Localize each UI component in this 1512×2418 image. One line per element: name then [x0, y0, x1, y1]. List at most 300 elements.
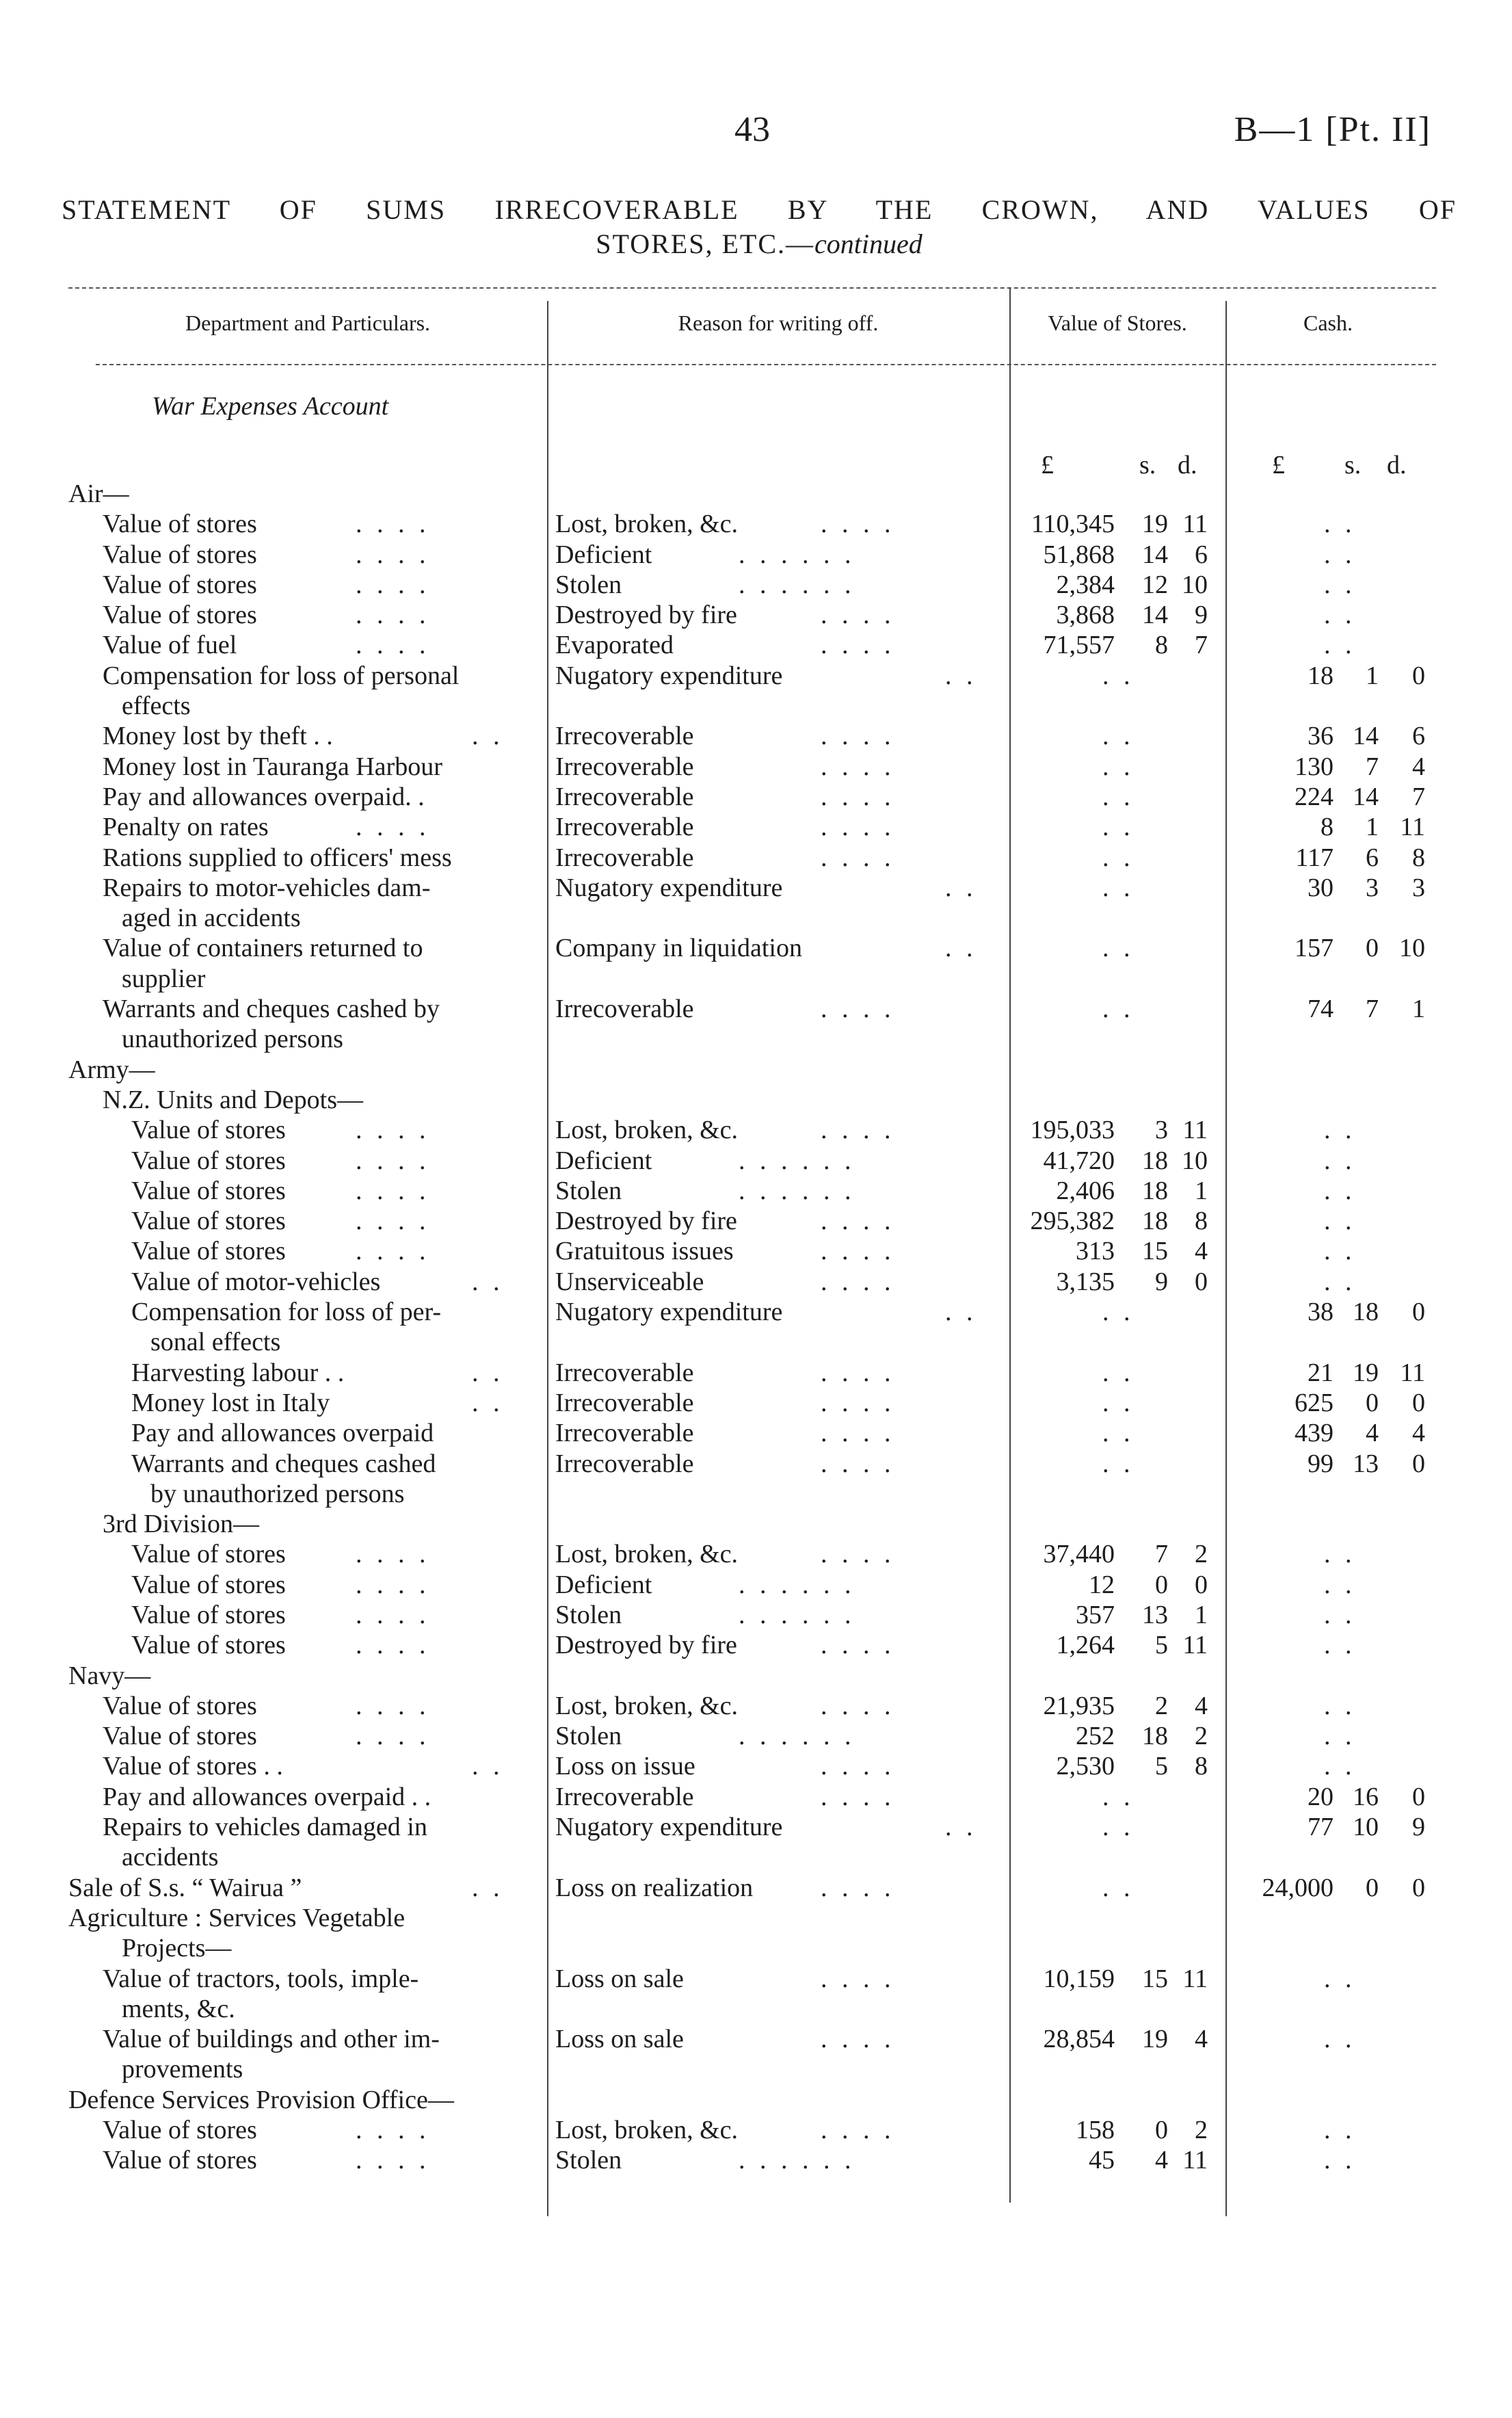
cash-nil: . . [1324, 601, 1356, 630]
particulars-text: Value of stores [103, 1722, 257, 1751]
reason-text: Irrecoverable [555, 995, 694, 1024]
table-row [0, 1509, 1512, 1539]
particulars-text: Compensation for loss of personal [103, 661, 460, 690]
stores-pounds: 10,159 [1043, 1964, 1115, 1993]
cash-pence: 0 [1412, 1782, 1425, 1811]
cash-pence: 11 [1400, 1358, 1425, 1387]
cash-shillings: 0 [1366, 1873, 1379, 1902]
reason-leader: . . . . [821, 1782, 895, 1811]
reason-text: Irrecoverable [555, 1388, 694, 1417]
stores-pence: 2 [1195, 2116, 1208, 2145]
table-top-rule [68, 287, 1436, 289]
stores-pence: 10 [1182, 1146, 1208, 1175]
stores-pounds: 28,854 [1043, 2025, 1115, 2054]
particulars-leader: . . [472, 1388, 504, 1417]
reason-text: Gratuitous issues [555, 1237, 734, 1266]
stores-pounds: 357 [1076, 1600, 1115, 1629]
stores-pounds: 21,935 [1043, 1691, 1115, 1720]
stores-pounds: 41,720 [1043, 1146, 1115, 1175]
stores-nil: . . [1102, 843, 1135, 872]
stores-pence: 11 [1182, 2146, 1208, 2175]
reason-text: Irrecoverable [555, 843, 694, 872]
cash-pounds: 24,000 [1262, 1873, 1334, 1902]
particulars-text: Projects— [122, 1934, 232, 1963]
reason-leader: . . . . . . [739, 1722, 856, 1751]
stores-nil: . . [1102, 813, 1135, 842]
table-row [0, 721, 1512, 751]
reason-text: Irrecoverable [555, 1358, 694, 1387]
reason-leader: . . . . [821, 510, 895, 539]
stores-shillings: 18 [1142, 1146, 1168, 1175]
stores-pounds: 2,406 [1056, 1176, 1115, 1205]
particulars-text: Money lost by theft . . [103, 722, 333, 751]
reason-text: Nugatory expenditure [555, 1298, 783, 1327]
reason-leader: . . . . [821, 995, 895, 1024]
cash-pound-label: £ [1272, 451, 1285, 479]
particulars-text: Value of containers returned to [103, 934, 423, 963]
stores-pounds: 158 [1076, 2116, 1115, 2145]
cash-shillings: 14 [1353, 722, 1379, 751]
stores-shillings: 18 [1142, 1722, 1168, 1751]
reason-leader: . . . . . . [739, 570, 856, 599]
reason-text: Irrecoverable [555, 1782, 694, 1811]
stores-pound-label: £ [1041, 451, 1054, 479]
reason-leader: . . . . [821, 1267, 895, 1296]
table-row [0, 1630, 1512, 1660]
table-row [0, 570, 1512, 600]
stores-pounds: 110,345 [1031, 510, 1115, 539]
title-line-1: STATEMENT OF SUMS IRRECOVERABLE BY THE CROWN, AND VALUES OF [62, 194, 1457, 225]
particulars-text: aged in accidents [122, 904, 301, 933]
particulars-text: Harvesting labour . . [131, 1358, 345, 1387]
table-row [0, 1782, 1512, 1812]
particulars-leader: . . . . [356, 1691, 430, 1720]
cash-pounds: 77 [1308, 1813, 1334, 1842]
statement-table [0, 479, 1512, 2176]
reason-text: Deficient [555, 1146, 652, 1175]
particulars-text: Pay and allowances overpaid. . [103, 782, 425, 811]
particulars-text: sonal effects [150, 1328, 281, 1357]
stores-shillings: 15 [1142, 1964, 1168, 1993]
table-row [0, 1267, 1512, 1297]
reason-leader: . . . . . . [739, 2146, 856, 2175]
cash-nil: . . [1324, 1146, 1356, 1175]
table-row [0, 2085, 1512, 2115]
reason-text: Irrecoverable [555, 782, 694, 811]
cash-pounds: 625 [1295, 1388, 1334, 1417]
particulars-text: Value of motor-vehicles [131, 1267, 381, 1296]
table-row [0, 1085, 1512, 1115]
stores-nil: . . [1102, 995, 1135, 1024]
cash-shillings: 13 [1353, 1449, 1379, 1478]
stores-pence: 0 [1195, 1267, 1208, 1296]
column-header-stores: Value of Stores. [1048, 311, 1187, 335]
particulars-leader: . . . . [356, 1600, 430, 1629]
reason-text: Unserviceable [555, 1267, 704, 1296]
particulars-leader: . . . . [356, 1207, 430, 1236]
particulars-text: Air— [68, 479, 129, 508]
cash-nil: . . [1324, 1752, 1356, 1781]
particulars-text: accidents [122, 1843, 219, 1872]
cash-nil: . . [1324, 2025, 1356, 2054]
particulars-leader: . . [472, 1358, 504, 1387]
reason-text: Irrecoverable [555, 722, 694, 751]
particulars-text: Value of stores [103, 2116, 257, 2145]
particulars-text: N.Z. Units and Depots— [103, 1085, 364, 1114]
cash-nil: . . [1324, 2116, 1356, 2145]
stores-shillings: 3 [1155, 1116, 1168, 1145]
particulars-leader: . . . . [356, 2146, 430, 2175]
stores-pounds: 3,135 [1056, 1267, 1115, 1296]
particulars-text: supplier [122, 964, 206, 993]
table-row [0, 1449, 1512, 1479]
stores-shillings: 4 [1155, 2146, 1168, 2175]
particulars-text: Sale of S.s. “ Wairua ” [68, 1873, 302, 1902]
particulars-text: Agriculture : Services Vegetable [68, 1903, 406, 1932]
cash-pence: 9 [1412, 1813, 1425, 1842]
table-row [0, 1297, 1512, 1327]
reason-text: Irrecoverable [555, 1449, 694, 1478]
stores-pence: 11 [1182, 1964, 1208, 1993]
reason-text: Stolen [555, 1176, 622, 1205]
stores-nil: . . [1102, 1813, 1135, 1842]
cash-pence: 0 [1412, 1449, 1425, 1478]
cash-pence: 0 [1412, 1388, 1425, 1417]
stores-shillings: 9 [1155, 1267, 1168, 1296]
cash-pounds: 30 [1308, 873, 1334, 902]
stores-pence: 2 [1195, 1540, 1208, 1569]
reason-text: Loss on sale [555, 2025, 684, 2054]
stores-pence: 11 [1182, 1116, 1208, 1145]
particulars-leader: . . . . [356, 1237, 430, 1266]
cash-shillings: 4 [1366, 1419, 1379, 1448]
cash-pence: 0 [1412, 661, 1425, 690]
stores-nil: . . [1102, 782, 1135, 811]
cash-pence: 0 [1412, 1298, 1425, 1327]
reason-leader: . . . . [821, 1449, 895, 1478]
table-row [0, 691, 1512, 721]
document-reference: B—1 [Pt. II] [1234, 110, 1431, 149]
stores-pounds: 313 [1076, 1237, 1115, 1266]
table-row [0, 1479, 1512, 1509]
reason-text: Company in liquidation [555, 934, 802, 963]
stores-shillings: 2 [1155, 1691, 1168, 1720]
reason-leader: . . [945, 934, 977, 963]
particulars-text: Warrants and cheques cashed [131, 1449, 436, 1478]
stores-shillings: 8 [1155, 631, 1168, 660]
cash-pounds: 8 [1321, 813, 1334, 842]
reason-text: Deficient [555, 540, 652, 569]
reason-leader: . . [945, 1298, 977, 1327]
stores-nil: . . [1102, 1358, 1135, 1387]
stores-pounds: 51,868 [1043, 540, 1115, 569]
particulars-leader: . . . . [356, 1146, 430, 1175]
reason-leader: . . . . [821, 843, 895, 872]
particulars-leader: . . . . [356, 1116, 430, 1145]
particulars-text: Value of stores [131, 1570, 286, 1599]
stores-pence: 11 [1182, 510, 1208, 539]
table-row [0, 1176, 1512, 1206]
cash-nil: . . [1324, 1207, 1356, 1236]
particulars-text: Warrants and cheques cashed by [103, 995, 440, 1024]
reason-text: Lost, broken, &c. [555, 2116, 739, 2145]
stores-pence: 9 [1195, 601, 1208, 630]
stores-pounds: 1,264 [1056, 1631, 1115, 1660]
stores-nil: . . [1102, 934, 1135, 963]
reason-text: Irrecoverable [555, 752, 694, 781]
reason-leader: . . . . [821, 1873, 895, 1902]
table-row [0, 509, 1512, 539]
table-row [0, 1964, 1512, 1994]
particulars-leader: . . . . [356, 1540, 430, 1569]
table-row [0, 1842, 1512, 1872]
particulars-text: Value of stores [103, 1691, 257, 1720]
cash-pence: 4 [1412, 1419, 1425, 1448]
table-row [0, 994, 1512, 1024]
stores-nil: . . [1102, 1873, 1135, 1902]
stores-pence: 1 [1195, 1176, 1208, 1205]
cash-pounds: 439 [1295, 1419, 1334, 1448]
table-row [0, 1903, 1512, 1933]
particulars-text: Value of stores [131, 1146, 286, 1175]
table-row [0, 933, 1512, 963]
reason-leader: . . . . [821, 1631, 895, 1660]
header-bottom-rule [96, 364, 1436, 365]
section-title: War Expenses Account [152, 392, 389, 421]
title-line-2 [62, 227, 1457, 261]
stores-pounds: 37,440 [1043, 1540, 1115, 1569]
particulars-text: Value of stores [103, 510, 257, 539]
table-row [0, 1721, 1512, 1751]
stores-nil: . . [1102, 1782, 1135, 1811]
table-row [0, 1570, 1512, 1600]
table-row [0, 1146, 1512, 1176]
stores-shillings: 5 [1155, 1631, 1168, 1660]
reason-text: Irrecoverable [555, 813, 694, 842]
stores-shilling-label: s. [1139, 451, 1156, 479]
particulars-leader: . . . . [356, 1722, 430, 1751]
reason-leader: . . . . [821, 1691, 895, 1720]
particulars-text: Money lost in Tauranga Harbour [103, 752, 442, 781]
cash-shillings: 18 [1353, 1298, 1379, 1327]
stores-nil: . . [1102, 752, 1135, 781]
stores-nil: . . [1102, 873, 1135, 902]
cash-nil: . . [1324, 570, 1356, 599]
cash-pence: 6 [1412, 722, 1425, 751]
particulars-text: Value of stores [131, 1600, 286, 1629]
stores-pounds: 3,868 [1056, 601, 1115, 630]
particulars-leader: . . . . [356, 570, 430, 599]
table-row [0, 1115, 1512, 1145]
reason-leader: . . . . [821, 1358, 895, 1387]
stores-pence: 7 [1195, 631, 1208, 660]
cash-nil: . . [1324, 1540, 1356, 1569]
particulars-leader: . . [472, 1752, 504, 1781]
cash-pence-label: d. [1387, 451, 1407, 479]
particulars-text: Value of stores [103, 2146, 257, 2175]
particulars-leader: . . . . [356, 2116, 430, 2145]
cash-nil: . . [1324, 1176, 1356, 1205]
reason-leader: . . . . [821, 1207, 895, 1236]
table-row [0, 1873, 1512, 1903]
particulars-text: Value of tractors, tools, imple- [103, 1964, 419, 1993]
reason-text: Lost, broken, &c. [555, 1116, 739, 1145]
reason-leader: . . . . [821, 782, 895, 811]
table-row [0, 782, 1512, 812]
reason-text: Nugatory expenditure [555, 1813, 783, 1842]
cash-nil: . . [1324, 2146, 1356, 2175]
reason-leader: . . . . [821, 722, 895, 751]
cash-nil: . . [1324, 510, 1356, 539]
stores-pounds: 12 [1089, 1570, 1115, 1599]
table-row [0, 1206, 1512, 1236]
stores-pounds: 2,530 [1056, 1752, 1115, 1781]
cash-pounds: 130 [1295, 752, 1334, 781]
stores-pence: 4 [1195, 2025, 1208, 2054]
reason-leader: . . . . [821, 2025, 895, 2054]
table-row [0, 1358, 1512, 1388]
stores-nil: . . [1102, 1388, 1135, 1417]
table-row [0, 540, 1512, 570]
particulars-leader: . . . . [356, 540, 430, 569]
column-header-reason: Reason for writing off. [678, 311, 879, 335]
reason-text: Lost, broken, &c. [555, 1540, 739, 1569]
stores-nil: . . [1102, 661, 1135, 690]
reason-leader: . . . . . . [739, 1146, 856, 1175]
cash-nil: . . [1324, 1570, 1356, 1599]
table-row [0, 752, 1512, 782]
cash-shillings: 7 [1366, 995, 1379, 1024]
table-row [0, 1327, 1512, 1357]
reason-leader: . . . . [821, 1964, 895, 1993]
reason-leader: . . . . [821, 813, 895, 842]
reason-text: Evaporated [555, 631, 674, 660]
stores-pounds: 252 [1076, 1722, 1115, 1751]
particulars-text: Value of stores . . [103, 1752, 283, 1781]
reason-leader: . . . . [821, 1116, 895, 1145]
title-continued: continued [814, 228, 923, 259]
particulars-text: ments, &c. [122, 1994, 235, 2023]
particulars-text: Value of stores [131, 1207, 286, 1236]
particulars-text: Money lost in Italy [131, 1388, 330, 1417]
reason-text: Irrecoverable [555, 1419, 694, 1448]
cash-shillings: 16 [1353, 1782, 1379, 1811]
stores-nil: . . [1102, 722, 1135, 751]
particulars-text: Navy— [68, 1661, 151, 1690]
stores-pence: 11 [1182, 1631, 1208, 1660]
cash-nil: . . [1324, 1964, 1356, 1993]
stores-pence: 10 [1182, 570, 1208, 599]
reason-text: Stolen [555, 1600, 622, 1629]
table-row [0, 1933, 1512, 1963]
reason-text: Lost, broken, &c. [555, 510, 739, 539]
particulars-text: 3rd Division— [103, 1510, 260, 1539]
stores-shillings: 7 [1155, 1540, 1168, 1569]
reason-text: Stolen [555, 570, 622, 599]
reason-leader: . . . . [821, 1237, 895, 1266]
reason-text: Stolen [555, 2146, 622, 2175]
stores-shillings: 19 [1142, 510, 1168, 539]
stores-shillings: 18 [1142, 1207, 1168, 1236]
cash-pence: 0 [1412, 1873, 1425, 1902]
stores-pence-label: d. [1178, 451, 1197, 479]
cash-nil: . . [1324, 1237, 1356, 1266]
stores-shillings: 19 [1142, 2025, 1168, 2054]
particulars-text: Value of buildings and other im- [103, 2025, 440, 2054]
cash-pounds: 20 [1308, 1782, 1334, 1811]
cash-pence: 10 [1399, 934, 1425, 963]
particulars-leader: . . . . [356, 631, 430, 660]
reason-leader: . . [945, 873, 977, 902]
cash-nil: . . [1324, 1267, 1356, 1296]
cash-shillings: 0 [1366, 1388, 1379, 1417]
reason-text: Lost, broken, &c. [555, 1691, 739, 1720]
table-row [0, 600, 1512, 630]
table-row [0, 1539, 1512, 1569]
cash-pounds: 36 [1308, 722, 1334, 751]
particulars-text: Penalty on rates [103, 813, 269, 842]
reason-leader: . . . . [821, 1540, 895, 1569]
particulars-leader: . . . . [356, 1176, 430, 1205]
table-row [0, 1024, 1512, 1054]
table-row [0, 1691, 1512, 1721]
particulars-text: Value of stores [103, 540, 257, 569]
cash-pence: 11 [1400, 813, 1425, 842]
particulars-text: Rations supplied to officers' mess [103, 843, 452, 872]
stores-pounds: 195,033 [1030, 1116, 1115, 1145]
cash-nil: . . [1324, 1600, 1356, 1629]
cash-pounds: 99 [1308, 1449, 1334, 1478]
cash-nil: . . [1324, 1691, 1356, 1720]
particulars-text: Value of stores [131, 1540, 286, 1569]
stores-pence: 2 [1195, 1722, 1208, 1751]
reason-leader: . . . . [821, 2116, 895, 2145]
cash-nil: . . [1324, 1631, 1356, 1660]
stores-shillings: 14 [1142, 540, 1168, 569]
reason-leader: . . . . [821, 752, 895, 781]
cash-shillings: 7 [1366, 752, 1379, 781]
particulars-leader: . . . . [356, 813, 430, 842]
cash-nil: . . [1324, 1116, 1356, 1145]
table-row [0, 873, 1512, 903]
table-row [0, 2024, 1512, 2054]
stores-shillings: 14 [1142, 601, 1168, 630]
cash-shillings: 19 [1353, 1358, 1379, 1387]
particulars-text: Repairs to motor-vehicles dam- [103, 873, 431, 902]
table-row [0, 1994, 1512, 2024]
reason-leader: . . . . [821, 1388, 895, 1417]
stores-pence: 8 [1195, 1207, 1208, 1236]
reason-leader: . . . . [821, 1419, 895, 1448]
reason-leader: . . . . . . [739, 1176, 856, 1205]
stores-pence: 6 [1195, 540, 1208, 569]
reason-leader: . . . . . . [739, 1570, 856, 1599]
particulars-text: provements [122, 2055, 243, 2084]
particulars-text: Value of stores [103, 601, 257, 630]
particulars-text: Pay and allowances overpaid . . [103, 1782, 432, 1811]
table-row [0, 2115, 1512, 2145]
particulars-text: unauthorized persons [122, 1025, 343, 1054]
reason-text: Loss on issue [555, 1752, 695, 1781]
table-row [0, 964, 1512, 994]
cash-shilling-label: s. [1344, 451, 1362, 479]
reason-leader: . . [945, 661, 977, 690]
stores-pounds: 2,384 [1056, 570, 1115, 599]
table-row [0, 2054, 1512, 2084]
particulars-text: Value of fuel [103, 631, 237, 660]
particulars-text: Army— [68, 1055, 155, 1084]
column-header-particulars: Department and Particulars. [185, 311, 431, 335]
